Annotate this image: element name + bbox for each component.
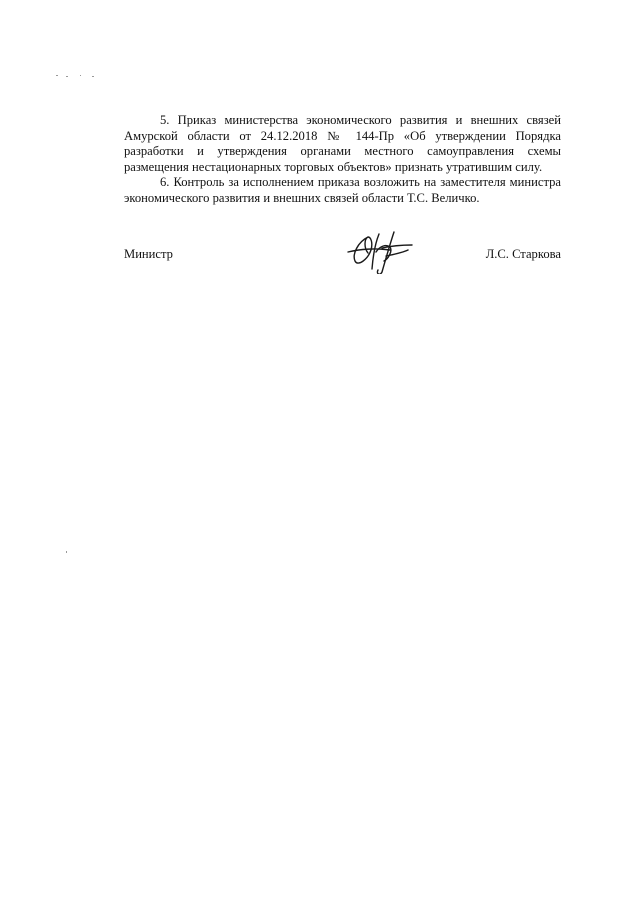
paragraph-5: 5. Приказ министерства экономического развития и внешних связей Амурской области от 24.12.2018 № 144-Пр «Об утверждении Порядка разработки и утверждения органами местного самоуправления схемы размещения нестационарных торговых объектов» признать утратившим силу. [124,113,561,174]
signer-position: Министр [124,247,173,261]
scan-speck [56,75,58,76]
scan-speck [80,75,81,76]
scan-speck [66,76,68,77]
signature-block [124,238,561,278]
signer-name: Л.С. Старкова [485,247,561,261]
scan-speck [92,76,94,77]
paragraph-6: 6. Контроль за исполнением приказа возложить на заместителя министра экономического развития и внешних связей области Т.С. Величко. [124,175,561,205]
handwritten-signature-icon [346,228,416,274]
document-body [124,113,561,207]
scan-speck [66,551,67,553]
